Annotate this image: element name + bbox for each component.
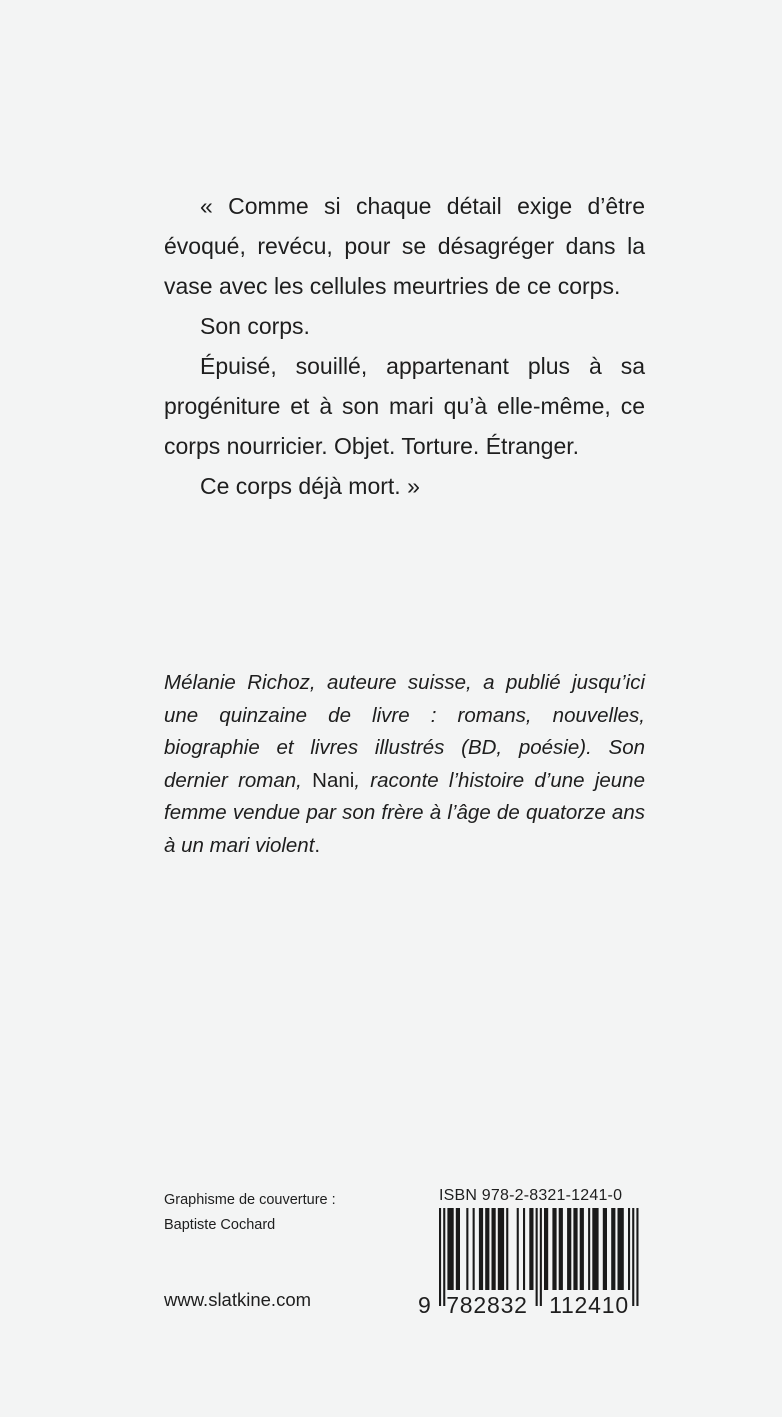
- barcode-bar: [479, 1208, 483, 1290]
- isbn-barcode: [418, 1186, 646, 1318]
- barcode-bar: [580, 1208, 584, 1290]
- bio-text-start: Mélanie Richoz, auteure suisse, a publié jusqu’ici une quinzaine de livre : romans, nouvelles, biographie et livres illustrés (BD, poésie). Son dernier roman,: [164, 671, 645, 792]
- cover-credits: [164, 1188, 336, 1238]
- barcode-right-digits: 112410: [549, 1292, 629, 1318]
- barcode-bar: [573, 1208, 577, 1290]
- barcode-bar: [567, 1208, 571, 1290]
- barcode-bar: [498, 1208, 504, 1290]
- barcode-bar: [456, 1208, 460, 1290]
- barcode-bar: [485, 1208, 489, 1290]
- quote-paragraph-1: « Comme si chaque détail exige d’être évoqué, revécu, pour se désagréger dans la vase avec les cellules meurtries de ce corps.: [164, 193, 645, 299]
- author-bio-paragraph: [164, 667, 645, 862]
- quote-paragraph-2: Son corps.: [200, 313, 310, 339]
- barcode-bar: [492, 1208, 496, 1290]
- quote-paragraph-3: Épuisé, souillé, appartenant plus à sa progéniture et à son mari qu’à elle-même, ce corps nourricier. Objet. Torture. Étranger.: [164, 353, 645, 459]
- barcode-bar: [628, 1208, 630, 1290]
- barcode-bar: [529, 1208, 533, 1290]
- author-bio: [164, 667, 645, 862]
- barcode-bar: [592, 1208, 598, 1290]
- barcode-bar: [611, 1208, 615, 1290]
- credits-designer: Baptiste Cochard: [164, 1217, 276, 1233]
- barcode-bar: [447, 1208, 453, 1290]
- barcode-bar: [506, 1208, 508, 1290]
- barcode-guard-bar: [439, 1208, 441, 1306]
- isbn-label: ISBN 978-2-8321-1241-0: [439, 1187, 623, 1204]
- quote-paragraph-4: Ce corps déjà mort. »: [200, 473, 420, 499]
- back-cover-quote: [164, 186, 645, 506]
- barcode-bar: [523, 1208, 525, 1290]
- barcode-left-digits: 782832: [446, 1292, 528, 1318]
- barcode-bar: [552, 1208, 556, 1290]
- barcode-bar: [618, 1208, 624, 1290]
- barcode-bar: [517, 1208, 519, 1290]
- barcode-first-digit: 9: [418, 1292, 432, 1318]
- barcode-bar: [473, 1208, 475, 1290]
- publisher-website: www.slatkine.com: [164, 1289, 312, 1310]
- credits-label: Graphisme de couverture :: [164, 1192, 336, 1208]
- bio-text-end: , raconte l’histoire d’une jeune femme vendue par son frère à l’âge de quatorze ans à un mari violent: [164, 768, 645, 857]
- barcode-bar: [588, 1208, 590, 1290]
- barcode-bar: [559, 1208, 563, 1290]
- barcode-bar: [603, 1208, 607, 1290]
- bio-book-title: Nani: [312, 768, 355, 792]
- bio-final-period: .: [314, 833, 321, 857]
- barcode-bar: [466, 1208, 468, 1290]
- barcode-bar: [544, 1208, 548, 1290]
